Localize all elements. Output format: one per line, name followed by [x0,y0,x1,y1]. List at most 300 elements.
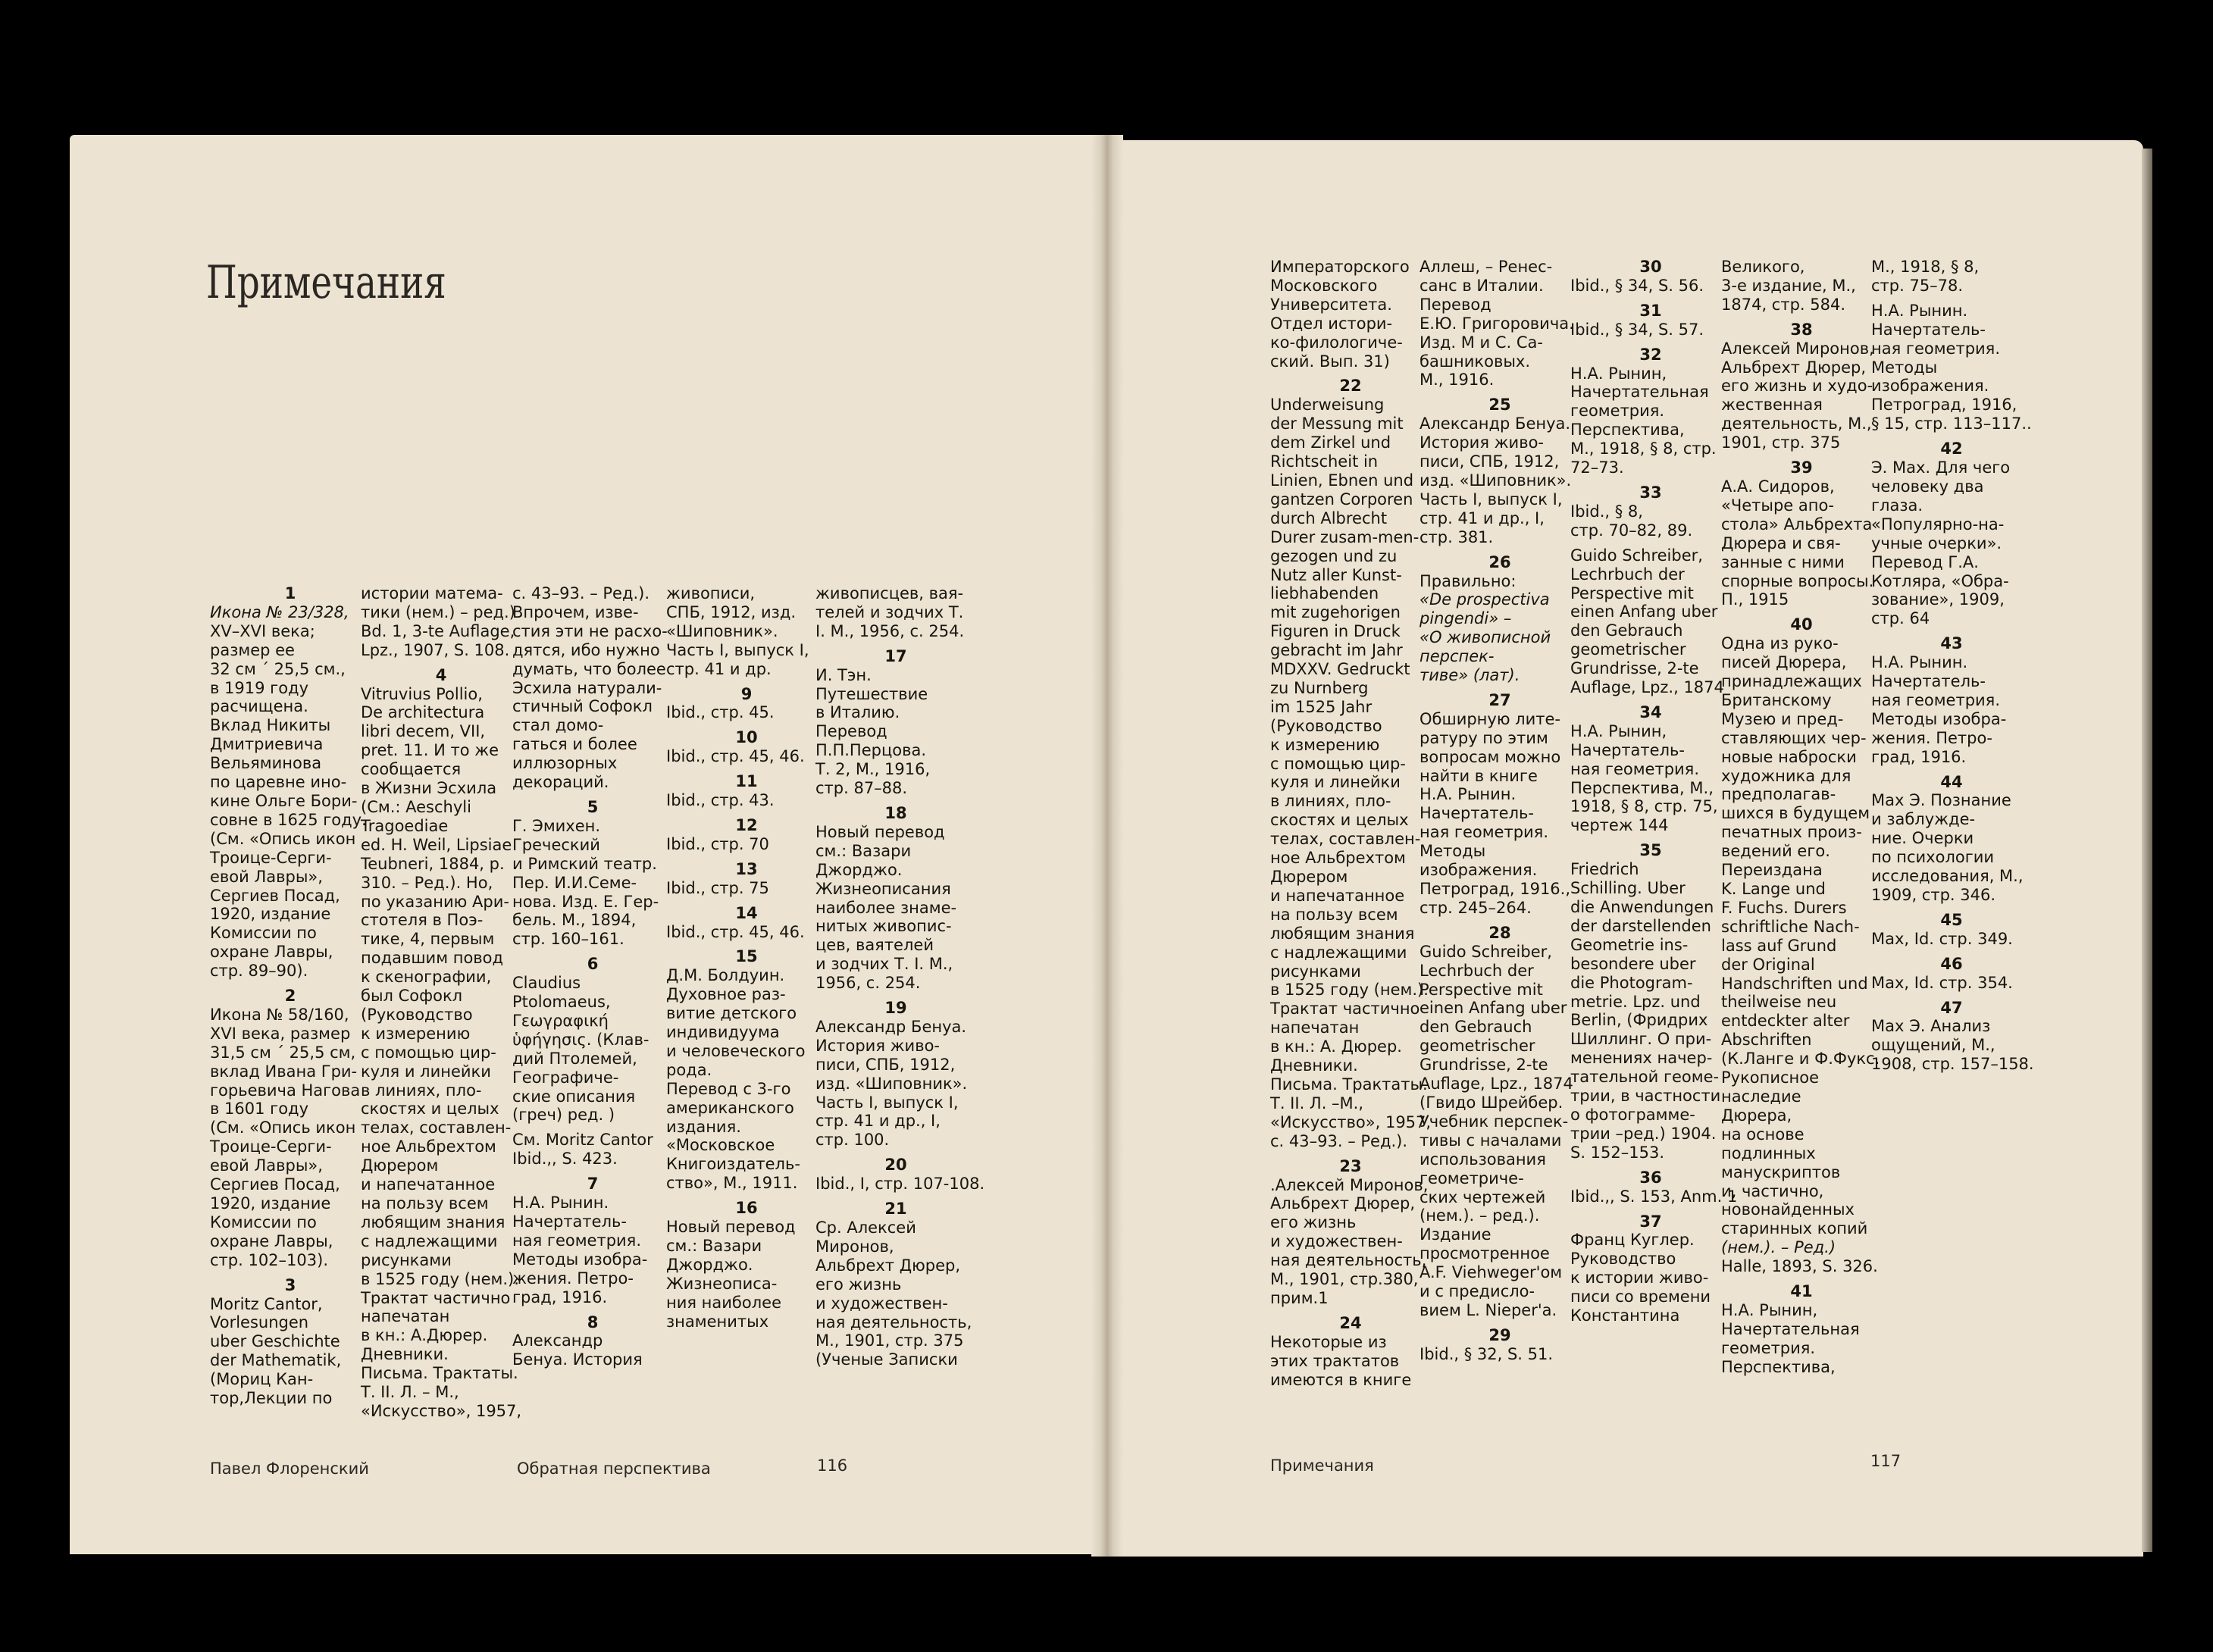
note-line: S. 152–153. [1570,1143,1665,1162]
note-line: Max, Id. стр. 349. [1871,929,2013,948]
note-line: Ibid., I, стр. 107-108. [815,1175,985,1194]
notes-column-10 [1871,258,2032,1074]
note-line: Рукописное [1721,1068,1820,1087]
note-line: менениях начер- [1570,1049,1713,1068]
note-line: Пер. И.И.Семе- [512,873,637,892]
note-line: изображения. [1420,861,1538,880]
note-line: тательной геоме- [1570,1068,1720,1087]
note-line: в Италию. [815,703,900,722]
note-line: Сергиев Посад, [210,1175,340,1194]
note-line: сообщается [361,760,462,779]
note-line: Петроград, 1916., [1420,880,1571,898]
note-line: 3-е издание, М., [1721,276,1856,295]
note-line: изображения. [1871,377,1989,396]
note-line: lass auf Grund [1721,936,1837,955]
note-line: евой Лавры», [210,867,323,886]
note-number: 2 [284,987,296,1006]
note-line: metrie. Lpz. und [1570,992,1701,1011]
note-number: 10 [735,728,758,747]
note-line: шихся в будущем [1721,804,1870,823]
note-number: 37 [1639,1212,1662,1231]
note-line: и напечатанное [361,1175,496,1194]
note-line: A.F. Viehweger'ом [1420,1263,1563,1282]
note-line: Переиздана [1721,861,1823,880]
note-line: Перевод [815,722,887,741]
note-line: Александр [512,1331,603,1350]
note-line: Н.А. Рынин. [1420,785,1517,804]
note-line: тики (нем.) – ред.) [361,602,515,621]
note-line: Claudius [512,974,581,993]
note-line: на пользу всем [361,1194,489,1212]
note-line: (К.Ланге и Ф.Фукс. [1721,1050,1880,1068]
note-line: СПБ, 1912, изд. [666,602,797,621]
note-line: тиве» (лат). [1420,666,1520,685]
note-line: (Руководство [1270,716,1382,735]
note-line: Методы изобра- [1871,709,2007,728]
note-line: der Messung mit [1270,415,1404,433]
note-number: 18 [884,803,907,822]
note-line: Tragoediae [361,816,449,835]
note-line: стола» Альбрехта [1721,515,1873,533]
note-line: 1920, издание [210,1194,331,1212]
note-line: Schilling. Uber [1570,879,1686,898]
note-line: жения. Петро- [1871,728,1992,747]
note-line: Д.М. Болдуин. [666,966,785,985]
note-line: Комиссии по [210,1212,317,1231]
note-line: (нем.). – ред.). [1420,1206,1540,1225]
note-number: 40 [1790,615,1813,634]
note-line: кине Ольге Бори- [210,791,358,810]
note-line: Начертатель- [512,1212,627,1231]
note-line: Т. II. Л. – М., [361,1383,459,1402]
note-line: зование», 1909, [1871,590,2005,609]
note-line: Обширную лите- [1420,709,1560,728]
note-line: его жизнь [815,1275,902,1294]
note-number: 35 [1639,841,1662,860]
note-line: ная геометрия. [1871,690,2000,709]
note-line: по царевне ино- [210,773,347,792]
note-line: рисунками [361,1250,452,1269]
note-line: Friedrich [1570,860,1639,879]
note-line: Γεωγραφική [512,1011,609,1030]
note-line: Императорского [1270,258,1410,276]
note-line: ство», М., 1911. [666,1174,798,1193]
note-line: uber Geschichte [210,1332,340,1351]
note-number: 28 [1488,923,1511,942]
note-line: Berlin, (Фридрих [1570,1011,1708,1030]
note-line: Британскому [1721,690,1832,709]
note-line: Александр Бенуа. [1420,415,1571,433]
page-edge [2142,149,2152,1552]
note-line: в линиях, пло- [1270,792,1391,811]
note-line: 1901, стр. 375 [1721,433,1841,452]
note-line: предполагав- [1721,785,1836,804]
note-line: Начертатель- [1570,740,1685,759]
note-line: стия эти не расхо- [512,621,668,640]
note-line: den Gebrauch [1420,1018,1532,1037]
note-line: ὑφήγησις. (Клав- [512,1030,650,1049]
note-line: на основе [1721,1125,1805,1144]
note-line: Nutz aller Kunst- [1270,565,1402,584]
note-line: стр. 102–103). [210,1250,328,1269]
note-line: Духовное раз- [666,985,786,1004]
note-line: ная геометрия. [512,1231,641,1250]
note-line: с помощью цир- [1270,754,1406,773]
note-line: Perspective mit [1420,980,1543,999]
note-line: «Московское [666,1136,775,1155]
note-line: entdeckter alter [1721,1012,1850,1031]
note-line: Жизнеописания [815,879,951,898]
note-spacer [1570,540,1731,546]
note-line: Дмитриевича [210,735,324,754]
note-line: Начертательная [1721,1319,1860,1338]
note-line: геометриче- [1420,1169,1524,1187]
note-number: 33 [1639,483,1662,502]
note-line: Г. Эмихен. [512,816,601,835]
note-line: нитых живопис- [815,917,952,936]
note-line: Троице-Серги- [210,848,332,867]
note-line: писей Дюрера, [1721,653,1847,672]
note-line: einen Anfang uber [1420,999,1567,1018]
note-line: совне в 1625 году. [210,810,367,829]
note-line: Впрочем, изве- [512,602,639,621]
note-line: с помощью цир- [361,1043,496,1062]
note-line: Auflage, Lpz., 1874 [1420,1075,1573,1094]
note-line: ратуру по этим [1420,728,1548,747]
note-line: жественная [1721,396,1823,415]
note-number: 16 [735,1199,758,1218]
note-line: Max, Id. стр. 354. [1871,973,2013,992]
note-line: F. Fuchs. Durers [1721,898,1847,917]
note-line: «Шиповник». [666,621,778,640]
note-number: 6 [587,955,599,974]
note-line: История живо- [1420,433,1544,452]
note-line: просмотренное [1420,1244,1550,1263]
note-line: gezogen und zu [1270,546,1398,565]
note-number: 14 [735,903,758,922]
note-line: скостях и целых [1270,811,1409,830]
note-line: Geometrie ins- [1570,935,1689,954]
note-number: 13 [735,859,758,878]
note-line: Новый перевод [815,822,945,841]
note-line: liebhabenden [1270,584,1379,603]
note-line: и, частично, [1721,1181,1824,1200]
note-line: Александр Бенуа. [815,1017,967,1036]
note-line: расчищена. [210,697,308,716]
note-line: его жизнь и худо- [1721,377,1873,396]
note-line: витие детского [666,1004,797,1023]
note-line: ная геометрия. [1871,339,2000,358]
note-line: K. Lange und [1721,880,1826,898]
notes-column-8 [1570,258,1738,1325]
note-line: Halle, 1893, S. 326. [1721,1257,1878,1276]
note-line: истории матема- [361,584,503,602]
note-number: 32 [1639,345,1662,364]
note-line: XV–XVI века; [210,621,315,640]
note-line: Отдел истори- [1270,314,1393,333]
note-line: Мах Э. Познание [1871,791,2011,810]
page-title: Примечания [206,256,446,309]
note-line: М., 1916. [1420,371,1495,390]
note-line: dem Zirkel und [1270,433,1391,452]
note-line: охране Лавры, [210,1231,333,1250]
note-line: geometrischer [1570,640,1686,659]
note-line: Moritz Cantor, [210,1294,323,1313]
note-line: американского [666,1098,794,1117]
note-line: ские описания [512,1087,636,1106]
note-line: См. Moritz Cantor [512,1131,653,1150]
note-line: чертеж 144 [1570,816,1669,835]
note-line: Н.А. Рынин, [1570,364,1667,383]
note-line: и зодчих Т. I. М., [815,955,953,974]
note-line: его жизнь [1270,1213,1357,1232]
note-line: с. 43–93. – Ред.). [1270,1131,1408,1150]
note-line: был Софокл [361,987,463,1006]
note-line: Методы [1420,842,1486,861]
note-line: Durer zusam-men- [1270,527,1420,546]
note-line: дятся, ибо нужно [512,640,660,659]
note-line: Lpz., 1907, S. 108. [361,640,510,659]
note-line: думать, что более [512,659,666,678]
note-line: Ibid., стр. 75 [666,878,769,897]
note-line: Мах Э. Анализ [1871,1017,1991,1036]
note-line: Т. II. Л. –М., [1270,1094,1364,1112]
note-line: принадлежащих [1721,672,1862,691]
note-line: «О живописной [1420,628,1551,647]
note-line: MDXXV. Gedruckt [1270,660,1410,679]
note-line: Bd. 1, 3-te Auflage, [361,621,515,640]
note-line: Ibid.,, S. 153, Anm. 1 [1570,1187,1738,1206]
note-line: Начертательная [1570,383,1709,402]
note-line: Т. 2, М., 1916, [815,760,931,779]
note-line: Трактат частично [1270,1000,1420,1018]
note-line: горьевича Нагова [210,1081,361,1100]
note-line: Guido Schreiber, [1420,942,1552,961]
note-line: Константина [1570,1306,1680,1325]
note-line: наиболее знаме- [815,898,957,917]
note-line: вопросам можно [1420,747,1561,766]
note-line: durch Albrecht [1270,508,1388,527]
note-line: вием L. Nieper'a. [1420,1300,1557,1319]
note-line: Н.А. Рынин. [512,1194,609,1212]
note-line: История живо- [815,1036,940,1055]
note-line: в 1919 году [210,678,308,697]
note-line: изд. «Шиповник». [815,1074,968,1093]
note-line: Ibid., § 34, S. 57. [1570,320,1704,339]
note-line: Икона № 58/160, [210,1005,349,1024]
note-line: Перспектива, М., [1570,778,1714,797]
note-line: А.А. Сидоров, [1721,477,1835,496]
note-line: к истории живо- [1570,1269,1709,1287]
note-line: Перевод [1420,295,1492,314]
note-line: Одна из руко- [1721,634,1839,653]
note-line: ed. H. Weil, Lipsiae [361,835,512,854]
note-line: Начертатель- [1871,672,1986,691]
note-number: 36 [1639,1168,1662,1187]
note-line: Перспектива, [1570,421,1685,440]
note-line: Ср. Алексей [815,1219,916,1237]
note-line: стотеля в Поэ- [361,911,484,930]
note-line: Perspective mit [1570,584,1694,602]
note-line: град, 1916. [1871,747,1967,766]
note-line: Великого, [1721,258,1805,276]
note-line: gebracht im Jahr [1270,641,1403,660]
note-line: с. 43–93. – Ред.). [512,584,650,602]
note-line: Grundrisse, 2-te [1420,1056,1548,1075]
note-number: 11 [735,772,758,791]
note-line: Вклад Никиты [210,716,331,735]
note-line: pingendi» – [1420,609,1512,628]
note-line: Ibid., § 32, S. 51. [1420,1344,1554,1363]
notes-column-2 [361,584,521,1421]
note-line: Ptolomaeus, [512,993,611,1012]
note-number: 22 [1339,377,1362,396]
note-line: «Четыре апо- [1721,496,1834,515]
note-line: любящим знания [361,1212,506,1231]
note-line: Linien, Ebnen und [1270,471,1414,490]
note-line: см.: Вазари [815,841,912,860]
note-number: 7 [587,1175,599,1194]
note-line: 1918, § 8, стр. 75, [1570,797,1718,816]
note-number: 19 [884,999,907,1018]
note-number: 15 [735,947,758,966]
note-line: Руководство [1570,1250,1676,1269]
note-line: Географиче- [512,1068,619,1087]
note-number: 46 [1940,954,1963,973]
note-number: 17 [884,646,907,665]
note-number: 26 [1488,552,1511,571]
note-line: 1920, издание [210,905,331,924]
note-line: стр. 160–161. [512,930,624,949]
note-line: Джорджо. [815,860,903,879]
page-number-right: 117 [1870,1452,1902,1470]
note-line: имеются в книге [1270,1370,1412,1389]
note-line: художника для [1721,766,1851,785]
note-line: и художествен- [815,1294,948,1313]
note-line: Трактат частично [361,1288,511,1307]
note-line: (нем.). – Ред.) [1721,1238,1836,1257]
note-line: gantzen Corporen [1270,490,1413,508]
note-number: 3 [284,1275,296,1294]
note-line: стичный Софокл [512,697,653,716]
note-line: перспек- [1420,647,1495,666]
notes-column-3 [512,584,673,1369]
note-line: Письма. Трактаты. [1270,1075,1428,1094]
note-line: Новый перевод [666,1218,796,1237]
note-number: 31 [1639,301,1662,320]
note-line: телах, составлен- [361,1119,512,1137]
note-line: (греч) ред. ) [512,1106,615,1125]
note-number: 43 [1940,634,1963,653]
note-number: 30 [1639,258,1662,276]
note-line: Эсхила натурали- [512,678,662,697]
note-line: Петроград, 1916, [1871,396,2017,415]
note-line: Греческий [512,835,600,854]
note-line: использования [1420,1150,1546,1169]
notes-column-7 [1420,258,1580,1364]
note-line: Жизнеописа- [666,1274,778,1293]
note-line: найти в книге [1420,766,1538,785]
note-line: Vorlesungen [210,1313,309,1332]
note-number: 39 [1790,458,1813,477]
notes-column-4 [666,584,827,1331]
notes-column-9 [1721,258,1882,1377]
note-line: Сергиев Посад, [210,886,340,905]
note-line: с надлежащими [361,1231,498,1250]
note-line: der Original [1721,955,1815,974]
note-line: (Руководство [361,1005,473,1024]
note-line: geometrischer [1420,1037,1535,1056]
note-line: Дневники. [361,1345,449,1364]
note-line: Комиссии по [210,924,317,943]
note-line: 31,5 см ´ 25,5 см, [210,1043,356,1062]
note-line: 32 см ´ 25,5 см., [210,659,346,678]
note-line: Часть I, выпуск I, [1420,490,1563,508]
note-line: стр. 75–78. [1871,276,1964,295]
note-line: «Искусство», 1957, [361,1401,522,1420]
note-line: der Mathematik, [210,1351,342,1370]
note-line: декораций. [512,773,609,792]
note-line: П.П.Перцова. [815,741,927,760]
note-line: о фотограмме- [1570,1105,1695,1124]
note-line: по указанию Ари- [361,892,509,911]
note-line: Начертатель- [1420,804,1534,823]
note-line: Handschriften und [1721,974,1868,993]
note-line: ских чертежей [1420,1187,1546,1206]
note-line: Перевод с 3-го [666,1079,791,1098]
note-line: град, 1916. [512,1287,608,1306]
note-number: 1 [284,584,296,602]
note-line: Ibid., стр. 45. [666,703,775,722]
note-line: тор,Лекции по [210,1389,333,1408]
note-line: трии, в частности [1570,1087,1721,1106]
note-line: Начертатель- [1871,320,1986,339]
note-line: ная деятельность, [815,1313,972,1331]
note-line: в 1525 году (нем.). [361,1269,519,1288]
note-line: den Gebrauch [1570,621,1683,640]
page-number-left: 116 [817,1456,848,1475]
note-line: геометрия. [1721,1338,1816,1357]
note-line: ко-филологиче- [1270,333,1403,352]
note-line: в 1525 году (нем.). [1270,981,1429,1000]
note-line: pret. 11. И то же [361,741,499,760]
note-line: живописцев, вая- [815,584,964,602]
running-footer-book: Обратная перспектива [517,1460,711,1478]
note-line: к измерению [1270,735,1380,754]
note-line: Ibid., стр. 70 [666,834,769,853]
note-line: стр. 89–90). [210,962,308,981]
note-line: тике, 4, первым [361,930,495,949]
note-line: Издание [1420,1225,1492,1244]
note-number: 24 [1339,1313,1362,1332]
note-line: Котляра, «Обра- [1871,571,2009,590]
note-line: Бенуа. История [512,1350,643,1369]
note-number: 5 [587,797,599,816]
note-line: Ibid., стр. 45, 46. [666,922,805,941]
note-line: Auflage, Lpz., 1874 [1570,678,1724,697]
note-line: Lechrbuch der [1420,961,1534,980]
note-line: печатных произ- [1721,823,1862,842]
note-line: ная деятельность, [1270,1251,1427,1270]
note-line: ное Альбрехтом [1270,849,1406,868]
note-line: § 15, стр. 113–117.. [1871,415,2032,433]
note-line: Альбрехт Дюрер, [815,1256,961,1275]
note-line: подлинных [1721,1144,1816,1162]
note-line: в кн.: А.Дюрер. [361,1326,488,1345]
note-line: Вельяминова [210,754,322,773]
note-line: к измерению [361,1024,471,1043]
note-number: 34 [1639,702,1662,721]
